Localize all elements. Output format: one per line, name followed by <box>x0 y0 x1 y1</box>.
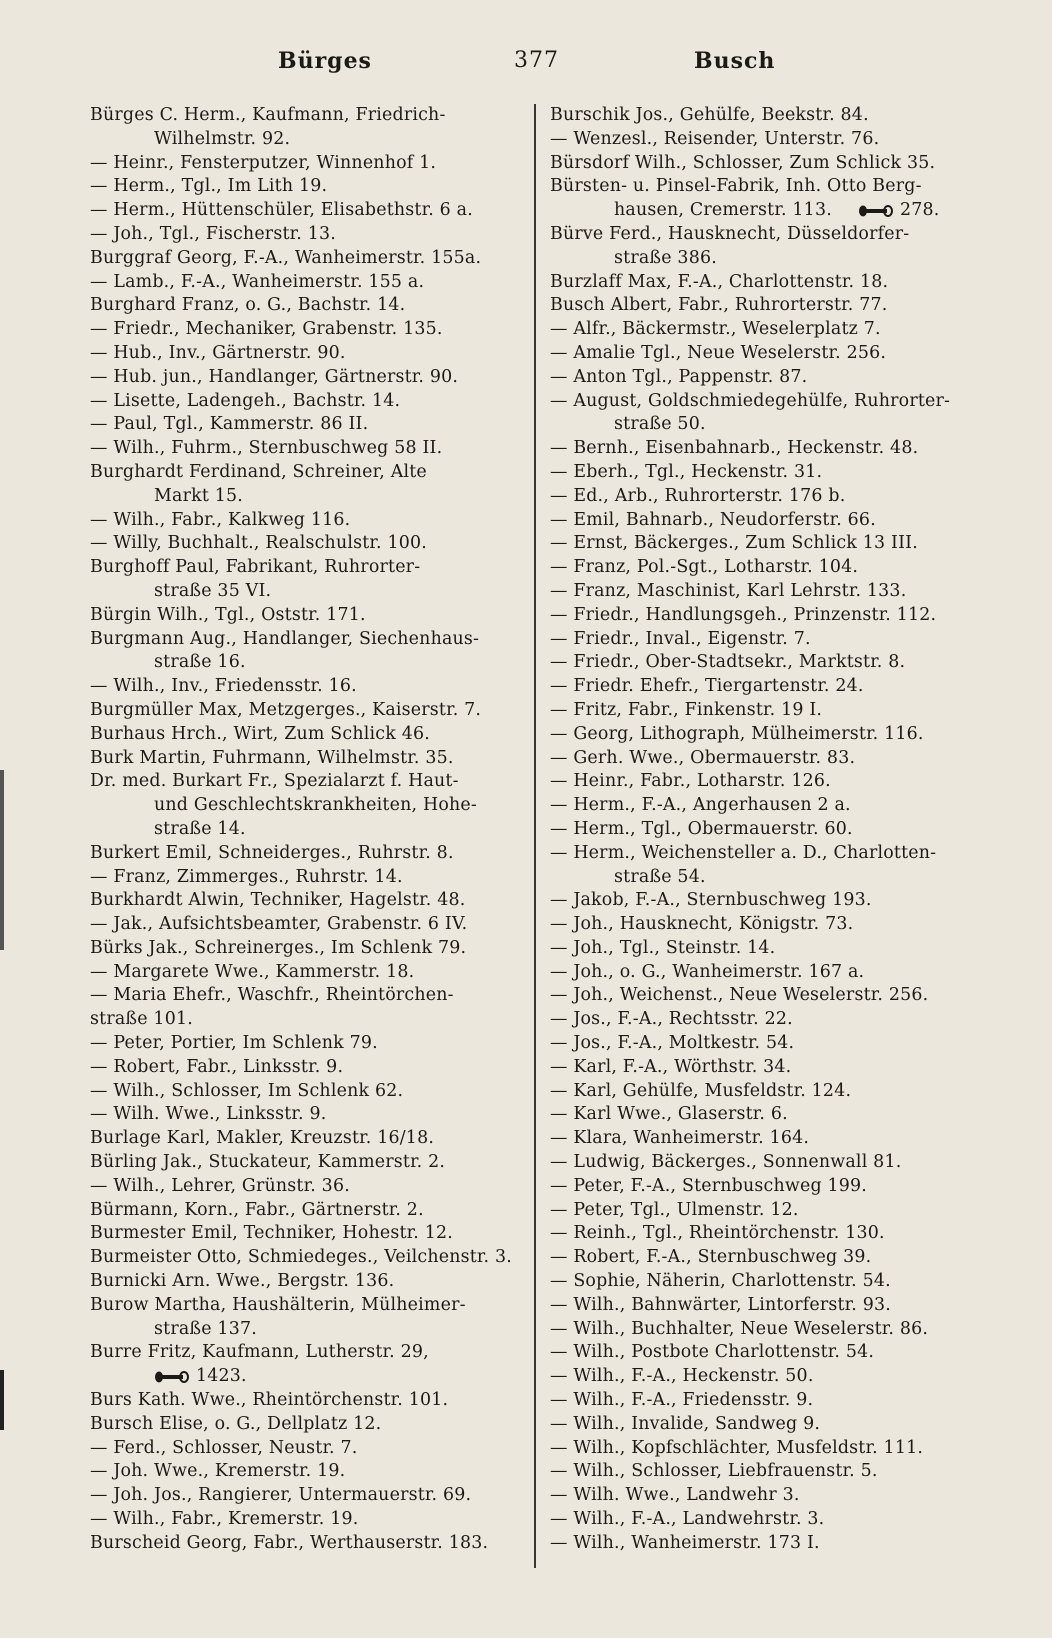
left-entry-line <box>90 1080 510 1104</box>
entry-text: — Friedr. Ehefr., Tiergartenstr. 24. <box>550 676 864 697</box>
left-entry-line <box>90 842 510 866</box>
entry-text: straße 50. <box>614 414 706 435</box>
left-entry-line <box>90 247 510 271</box>
right-entry-line <box>550 628 986 652</box>
right-entry-line <box>550 913 986 937</box>
left-entry-line <box>90 1175 510 1199</box>
right-entry-line <box>550 556 986 580</box>
right-entry-line <box>550 770 986 794</box>
entry-text: — Ed., Arb., Ruhrorterstr. 176 b. <box>550 485 846 506</box>
left-entry-line <box>90 984 510 1008</box>
entry-text: Burkert Emil, Schneiderges., Ruhrstr. 8. <box>90 842 454 863</box>
left-entry-line <box>90 1437 510 1461</box>
entry-text: — Robert, F.-A., Sternbuschweg 39. <box>550 1247 872 1268</box>
right-entry-line <box>550 413 986 437</box>
entry-text: Burs Kath. Wwe., Rheintörchenstr. 101. <box>90 1390 449 1411</box>
right-entry-line <box>550 1413 986 1437</box>
right-entry-line <box>550 937 986 961</box>
entry-text: — Karl, F.-A., Wörthstr. 34. <box>550 1056 792 1077</box>
left-entry-line <box>90 651 510 675</box>
right-entry-line <box>550 1508 986 1532</box>
entry-text: — August, Goldschmiedegehülfe, Ruhrorter- <box>550 390 951 411</box>
entry-text: Burscheid Georg, Fabr., Werthauserstr. 183. <box>90 1532 489 1553</box>
left-entry-line <box>90 1127 510 1151</box>
entry-text: — Georg, Lithograph, Mülheimerstr. 116. <box>550 723 924 744</box>
left-entry-line <box>90 1508 510 1532</box>
left-entry-line <box>90 1484 510 1508</box>
entry-text: — Sophie, Näherin, Charlottenstr. 54. <box>550 1271 891 1292</box>
entry-text: — Peter, Portier, Im Schlenk 79. <box>90 1033 378 1054</box>
entry-text: hausen, Cremerstr. 113. <box>614 200 832 221</box>
left-entry-line <box>90 532 510 556</box>
left-entry-line <box>90 866 510 890</box>
right-entry-line <box>550 509 986 533</box>
entry-text: straße 101. <box>90 1009 193 1030</box>
right-entry-line <box>550 437 986 461</box>
right-entry-line <box>550 318 986 342</box>
entry-text: — Friedr., Ober-Stadtsekr., Marktstr. 8. <box>550 652 906 673</box>
entry-text: — Peter, F.-A., Sternbuschweg 199. <box>550 1175 868 1196</box>
right-entry-line <box>550 175 986 199</box>
entry-text: — Wilh., Fabr., Kalkweg 116. <box>90 509 351 530</box>
left-entry-line <box>90 1246 510 1270</box>
left-entry-line <box>90 318 510 342</box>
entry-text: — Jak., Aufsichtsbeamter, Grabenstr. 6 IV. <box>90 914 468 935</box>
left-entry-line <box>90 413 510 437</box>
entry-text: — Friedr., Handlungsgeh., Prinzenstr. 112. <box>550 604 937 625</box>
entry-text: — Wilh., Bahnwärter, Lintorferstr. 93. <box>550 1294 892 1315</box>
left-entry-line <box>90 913 510 937</box>
right-entry-line <box>550 747 986 771</box>
entry-text: Burmester Emil, Techniker, Hohestr. 12. <box>90 1223 453 1244</box>
left-entry-line <box>90 152 510 176</box>
entry-text: Dr. med. Burkart Fr., Spezialarzt f. Haut- <box>90 771 459 792</box>
left-entry-line <box>90 1294 510 1318</box>
right-entry-line <box>550 1056 986 1080</box>
entry-text: — Lisette, Ladengeh., Bachstr. 14. <box>90 390 401 411</box>
right-entry-line <box>550 461 986 485</box>
right-entry-line <box>550 342 986 366</box>
entry-text: Burnicki Arn. Wwe., Bergstr. 136. <box>90 1271 395 1292</box>
entry-text: Burgmüller Max, Metzgerges., Kaiserstr. 7. <box>90 699 482 720</box>
entry-text: Burmeister Otto, Schmiedeges., Veilchenstr. 3. <box>90 1247 512 1268</box>
entry-text: — Anton Tgl., Pappenstr. 87. <box>550 366 808 387</box>
entry-text: — Wilh., Wanheimerstr. 173 I. <box>550 1532 820 1553</box>
right-entry-line <box>550 604 986 628</box>
left-entry-line <box>90 1151 510 1175</box>
entry-text: straße 137. <box>154 1318 257 1339</box>
right-entry-line <box>550 152 986 176</box>
right-entry-line <box>550 1389 986 1413</box>
entry-text: — Wilh., Lehrer, Grünstr. 36. <box>90 1175 350 1196</box>
left-entry-line <box>90 1222 510 1246</box>
right-entry-line <box>550 842 986 866</box>
entry-text: — Karl, Gehülfe, Musfeldstr. 124. <box>550 1080 852 1101</box>
left-entry-line <box>90 937 510 961</box>
entry-text: — Ernst, Bäckerges., Zum Schlick 13 III. <box>550 533 918 554</box>
header-right-keyword: Busch <box>694 48 776 74</box>
left-entry-line <box>90 1270 510 1294</box>
entry-text: — Herm., Tgl., Im Lith 19. <box>90 176 328 197</box>
entry-text: — Wilh., F.-A., Friedensstr. 9. <box>550 1390 814 1411</box>
left-entry-line <box>90 342 510 366</box>
entry-text: Bürmann, Korn., Fabr., Gärtnerstr. 2. <box>90 1199 424 1220</box>
right-entry-line <box>550 532 986 556</box>
left-column <box>90 104 510 1556</box>
left-entry-line <box>90 1413 510 1437</box>
entry-text: straße 16. <box>154 652 246 673</box>
right-entry-line <box>550 866 986 890</box>
right-entry-line <box>550 223 986 247</box>
left-entry-line <box>90 604 510 628</box>
entry-text: — Joh., Weichenst., Neue Weselerstr. 256. <box>550 985 929 1006</box>
left-entry-line <box>90 390 510 414</box>
right-entry-line <box>550 294 986 318</box>
entry-text: — Emil, Bahnarb., Neudorferstr. 66. <box>550 509 876 530</box>
entry-text: — Wilh., Buchhalter, Neue Weselerstr. 86. <box>550 1318 929 1339</box>
left-entry-line <box>90 485 510 509</box>
entry-text: — Maria Ehefr., Waschfr., Rheintörchen- <box>90 985 454 1006</box>
right-entry-line <box>550 580 986 604</box>
entry-text: — Friedr., Mechaniker, Grabenstr. 135. <box>90 319 443 340</box>
entry-text: — Amalie Tgl., Neue Weselerstr. 256. <box>550 342 887 363</box>
entry-text: Burhaus Hrch., Wirt, Zum Schlick 46. <box>90 723 430 744</box>
entry-text: straße 386. <box>614 247 717 268</box>
left-entry-line <box>90 509 510 533</box>
right-entry-line <box>550 104 986 128</box>
entry-text: Burschik Jos., Gehülfe, Beekstr. 84. <box>550 105 869 125</box>
entry-text: — Joh. Wwe., Kremerstr. 19. <box>90 1461 346 1482</box>
left-entry-line <box>90 770 510 794</box>
entry-text: Burghard Franz, o. G., Bachstr. 14. <box>90 295 406 316</box>
right-entry-line <box>550 1151 986 1175</box>
left-entry-line <box>90 1032 510 1056</box>
right-entry-line <box>550 1318 986 1342</box>
entry-text: — Wilh., Postbote Charlottenstr. 54. <box>550 1342 875 1363</box>
entry-text: Burghardt Ferdinand, Schreiner, Alte <box>90 461 427 482</box>
entry-text: — Wilh., Kopfschlächter, Musfeldstr. 111. <box>550 1437 924 1458</box>
telephone-icon <box>154 1371 190 1383</box>
left-entry-line <box>90 723 510 747</box>
left-entry-line <box>90 437 510 461</box>
entry-text: 1423. <box>196 1366 247 1387</box>
entry-text: Bürling Jak., Stuckateur, Kammerstr. 2. <box>90 1152 446 1173</box>
right-entry-line <box>550 1484 986 1508</box>
entry-text: — Jakob, F.-A., Sternbuschweg 193. <box>550 890 872 911</box>
entry-text: — Ludwig, Bäckerges., Sonnenwall 81. <box>550 1152 902 1173</box>
entry-text: Burghoff Paul, Fabrikant, Ruhrorter- <box>90 557 421 578</box>
entry-text: — Margarete Wwe., Kammerstr. 18. <box>90 961 415 982</box>
right-entry-line <box>550 1365 986 1389</box>
right-entry-line <box>550 1008 986 1032</box>
entry-text: Bürsten- u. Pinsel-Fabrik, Inh. Otto Berg- <box>550 176 922 197</box>
entry-text: — Wenzesl., Reisender, Unterstr. 76. <box>550 128 880 149</box>
left-entry-line <box>90 818 510 842</box>
left-entry-line <box>90 1103 510 1127</box>
entry-text: — Paul, Tgl., Kammerstr. 86 II. <box>90 414 369 435</box>
left-entry-line <box>90 199 510 223</box>
right-entry-line <box>550 1532 986 1556</box>
entry-text: — Joh. Jos., Rangierer, Untermauerstr. 69. <box>90 1485 472 1506</box>
right-entry-line <box>550 485 986 509</box>
entry-text: — Lamb., F.-A., Wanheimerstr. 155 a. <box>90 271 425 292</box>
right-entry-line <box>550 889 986 913</box>
entry-text: — Hub. jun., Handlanger, Gärtnerstr. 90. <box>90 366 459 387</box>
entry-text: — Reinh., Tgl., Rheintörchenstr. 130. <box>550 1223 885 1244</box>
left-entry-line <box>90 747 510 771</box>
phone-number: 278. <box>899 200 940 221</box>
right-entry-line <box>550 1341 986 1365</box>
right-entry-line <box>550 651 986 675</box>
entry-text: — Alfr., Bäckermstr., Weselerplatz 7. <box>550 319 881 340</box>
entry-text: — Joh., o. G., Wanheimerstr. 167 a. <box>550 961 865 982</box>
left-entry-line <box>90 1318 510 1342</box>
entry-text: — Franz, Pol.-Sgt., Lotharstr. 104. <box>550 557 859 578</box>
right-entry-line <box>550 390 986 414</box>
right-entry-line <box>550 675 986 699</box>
left-entry-line <box>90 104 510 128</box>
entry-text: Burkhardt Alwin, Techniker, Hagelstr. 48. <box>90 890 466 911</box>
left-entry-line <box>90 366 510 390</box>
binding-edge <box>0 770 4 950</box>
entry-text: — Wilh., Schlosser, Liebfrauenstr. 5. <box>550 1461 878 1482</box>
right-entry-line <box>550 1199 986 1223</box>
entry-text: — Wilh., F.-A., Landwehrstr. 3. <box>550 1509 825 1530</box>
entry-text: und Geschlechtskrankheiten, Hohe- <box>154 795 477 816</box>
right-entry-line <box>550 984 986 1008</box>
entry-text: Bursch Elise, o. G., Dellplatz 12. <box>90 1413 382 1434</box>
left-entry-line <box>90 699 510 723</box>
entry-text: — Karl Wwe., Glaserstr. 6. <box>550 1104 788 1125</box>
right-entry-line <box>550 1103 986 1127</box>
entry-text: — Herm., Hüttenschüler, Elisabethstr. 6 a. <box>90 200 473 221</box>
entry-text: Bürve Ferd., Hausknecht, Düsseldorfer- <box>550 223 910 244</box>
right-entry-line <box>550 199 986 223</box>
left-entry-line <box>90 628 510 652</box>
left-entry-line <box>90 556 510 580</box>
entry-text: — Joh., Hausknecht, Königstr. 73. <box>550 914 854 935</box>
left-entry-line <box>90 1008 510 1032</box>
right-column <box>550 104 986 1556</box>
entry-text: — Herm., F.-A., Angerhausen 2 a. <box>550 795 851 816</box>
entry-text: — Peter, Tgl., Ulmenstr. 12. <box>550 1199 799 1220</box>
right-entry-line <box>550 699 986 723</box>
left-entry-line <box>90 1341 510 1365</box>
entry-text: — Herm., Tgl., Obermauerstr. 60. <box>550 818 853 839</box>
right-entry-line <box>550 366 986 390</box>
entry-text: straße 35 VI. <box>154 580 272 601</box>
left-entry-line <box>90 1460 510 1484</box>
entry-text: Wilhelmstr. 92. <box>154 128 291 149</box>
entry-text: — Friedr., Inval., Eigenstr. 7. <box>550 628 811 649</box>
right-entry-line <box>550 1294 986 1318</box>
binding-edge <box>0 1370 4 1430</box>
entry-text: — Wilh., F.-A., Heckenstr. 50. <box>550 1366 814 1387</box>
entry-text: straße 54. <box>614 866 706 887</box>
entry-text: — Joh., Tgl., Fischerstr. 13. <box>90 223 336 244</box>
entry-text: — Hub., Inv., Gärtnerstr. 90. <box>90 342 346 363</box>
entry-text: — Fritz, Fabr., Finkenstr. 19 I. <box>550 699 823 720</box>
entry-text: straße 14. <box>154 818 246 839</box>
right-entry-line <box>550 1460 986 1484</box>
entry-text: — Heinr., Fensterputzer, Winnenhof 1. <box>90 152 437 173</box>
entry-text: — Wilh., Schlosser, Im Schlenk 62. <box>90 1080 404 1101</box>
entry-text: — Ferd., Schlosser, Neustr. 7. <box>90 1437 358 1458</box>
left-entry-line <box>90 175 510 199</box>
entry-text: Burggraf Georg, F.-A., Wanheimerstr. 155a. <box>90 247 482 268</box>
entry-text: — Wilh., Fuhrm., Sternbuschweg 58 II. <box>90 438 443 459</box>
phone-number-group <box>858 200 940 220</box>
left-entry-line <box>90 271 510 295</box>
left-entry-line <box>90 294 510 318</box>
entry-text: Burgmann Aug., Handlanger, Siechenhaus- <box>90 628 480 649</box>
entry-text: — Willy, Buchhalt., Realschulstr. 100. <box>90 533 428 554</box>
entry-text: Bürks Jak., Schreinerges., Im Schlenk 79. <box>90 937 467 958</box>
right-entry-line <box>550 1246 986 1270</box>
left-entry-line <box>90 1056 510 1080</box>
left-entry-line <box>90 889 510 913</box>
entry-text: — Bernh., Eisenbahnarb., Heckenstr. 48. <box>550 438 919 459</box>
left-entry-line <box>90 461 510 485</box>
entry-text: Burlage Karl, Makler, Kreuzstr. 16/18. <box>90 1128 435 1149</box>
entry-text: — Robert, Fabr., Linksstr. 9. <box>90 1056 344 1077</box>
entry-text: Busch Albert, Fabr., Ruhrorterstr. 77. <box>550 295 888 316</box>
column-divider <box>534 104 536 1568</box>
entry-text: — Heinr., Fabr., Lotharstr. 126. <box>550 771 831 792</box>
entry-text: Burzlaff Max, F.-A., Charlottenstr. 18. <box>550 271 889 292</box>
entry-text: — Jos., F.-A., Rechtsstr. 22. <box>550 1009 793 1030</box>
left-entry-line <box>90 1389 510 1413</box>
right-entry-line <box>550 961 986 985</box>
entry-text: — Wilh. Wwe., Landwehr 3. <box>550 1485 800 1506</box>
right-entry-line <box>550 247 986 271</box>
right-entry-line <box>550 1222 986 1246</box>
header-left-keyword: Bürges <box>278 48 372 74</box>
right-entry-line <box>550 271 986 295</box>
entry-text: Burre Fritz, Kaufmann, Lutherstr. 29, <box>90 1342 429 1363</box>
left-entry-line <box>90 580 510 604</box>
entry-text: Bürsdorf Wilh., Schlosser, Zum Schlick 35. <box>550 152 936 173</box>
left-entry-line <box>90 794 510 818</box>
left-entry-line <box>90 223 510 247</box>
telephone-icon <box>858 205 894 217</box>
left-entry-line <box>90 675 510 699</box>
right-entry-line <box>550 1175 986 1199</box>
entry-text: — Wilh. Wwe., Linksstr. 9. <box>90 1104 327 1125</box>
left-entry-line <box>90 1365 510 1389</box>
entry-text: — Klara, Wanheimerstr. 164. <box>550 1128 810 1149</box>
entry-text: Markt 15. <box>154 485 243 506</box>
right-entry-line <box>550 1127 986 1151</box>
entry-text: Bürges C. Herm., Kaufmann, Friedrich- <box>90 105 446 125</box>
entry-text: — Wilh., Fabr., Kremerstr. 19. <box>90 1509 359 1530</box>
entry-text: Bürgin Wilh., Tgl., Oststr. 171. <box>90 604 366 625</box>
right-entry-line <box>550 818 986 842</box>
entry-text: — Wilh., Invalide, Sandweg 9. <box>550 1413 821 1434</box>
entry-text: Burk Martin, Fuhrmann, Wilhelmstr. 35. <box>90 747 454 768</box>
right-entry-line <box>550 1270 986 1294</box>
right-entry-line <box>550 794 986 818</box>
right-entry-line <box>550 723 986 747</box>
page-header <box>88 48 992 88</box>
left-entry-line <box>90 1532 510 1556</box>
entry-text: Burow Martha, Haushälterin, Mülheimer- <box>90 1294 466 1315</box>
entry-text: — Gerh. Wwe., Obermauerstr. 83. <box>550 747 856 768</box>
left-entry-line <box>90 128 510 152</box>
left-entry-line <box>90 961 510 985</box>
right-entry-line <box>550 128 986 152</box>
entry-text: — Jos., F.-A., Moltkestr. 54. <box>550 1033 795 1054</box>
entry-text: — Franz, Maschinist, Karl Lehrstr. 133. <box>550 580 907 601</box>
entry-text: — Franz, Zimmerges., Ruhrstr. 14. <box>90 866 403 887</box>
entry-text: — Eberh., Tgl., Heckenstr. 31. <box>550 461 823 482</box>
page-number: 377 <box>514 48 559 73</box>
right-entry-line <box>550 1032 986 1056</box>
right-entry-line <box>550 1080 986 1104</box>
right-entry-line <box>550 1437 986 1461</box>
entry-text: — Joh., Tgl., Steinstr. 14. <box>550 937 776 958</box>
entry-text: — Wilh., Inv., Friedensstr. 16. <box>90 676 357 697</box>
entry-text: — Herm., Weichensteller a. D., Charlotten- <box>550 842 937 863</box>
left-entry-line <box>90 1199 510 1223</box>
